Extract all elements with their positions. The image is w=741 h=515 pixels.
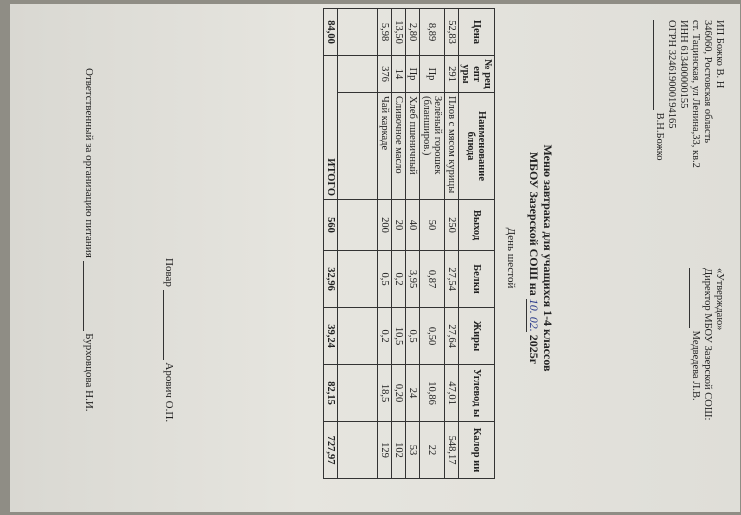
cell-recipe: 14 — [392, 56, 406, 93]
cell-recipe: Пр — [406, 56, 420, 93]
cell-output: 250 — [445, 200, 459, 251]
responsible-signature-block — [83, 68, 95, 508]
supplier-sign-name: В.Н.Божко — [654, 112, 665, 161]
total-protein: 32,96 — [324, 251, 338, 308]
cell-empty — [338, 9, 378, 56]
cell-empty — [338, 93, 378, 200]
day-label: День шестой — [505, 227, 517, 289]
cell-calories: 102 — [392, 422, 406, 479]
title-date: 10. 02. — [527, 298, 541, 332]
cell-protein: 0,5 — [378, 251, 392, 308]
cell-fat: 0,5 — [406, 308, 420, 365]
title-suffix: 2025г — [527, 334, 541, 365]
responsible-signature — [83, 261, 94, 331]
cell-price: 5,98 — [378, 9, 392, 56]
responsible-label: Ответственный за организацию питания — [83, 68, 95, 258]
total-carbs: 82,15 — [324, 365, 338, 422]
cell-price: 13,50 — [392, 9, 406, 56]
cell-dish: Плов с мясом курицы — [445, 93, 459, 200]
approval-heading: «Утверждаю» — [714, 268, 725, 331]
supplier-address-region: 346060, Ростовская область — [702, 20, 713, 144]
table-row — [420, 9, 445, 479]
col-header-calories: Калор ии — [459, 422, 495, 479]
cell-output: 20 — [392, 200, 406, 251]
cell-calories: 22 — [420, 422, 445, 479]
approval-block — [689, 268, 725, 498]
cell-carbs: 47,01 — [445, 365, 459, 422]
col-header-protein: Белки — [459, 251, 495, 308]
col-header-dish: Наименование блюда — [459, 93, 495, 200]
cell-protein: 27,54 — [445, 251, 459, 308]
cook-signature — [163, 290, 174, 360]
cell-carbs: 0,20 — [392, 365, 406, 422]
total-calories: 727,97 — [324, 422, 338, 479]
cell-protein: 0,87 — [420, 251, 445, 308]
cell-fat: 10,5 — [392, 308, 406, 365]
supplier-name: ИП Божко В. Н — [714, 20, 725, 89]
cell-carbs: 18,5 — [378, 365, 392, 422]
total-fat: 39,24 — [324, 308, 338, 365]
cell-empty — [338, 56, 378, 93]
cell-recipe: Пр — [420, 56, 445, 93]
cell-calories: 548,17 — [445, 422, 459, 479]
cell-carbs: 24 — [406, 365, 420, 422]
title-line-2 — [527, 8, 541, 508]
cell-empty — [338, 365, 378, 422]
cell-calories: 53 — [406, 422, 420, 479]
menu-table — [323, 8, 495, 479]
col-header-price: Цена — [459, 9, 495, 56]
responsible-name: Бурховцова Н.И. — [83, 333, 95, 412]
cell-dish: Зелёный горошек (бланширов.) — [420, 93, 445, 200]
supplier-address-street: ст. Тацинская, ул Ленина,33, кв.2 — [690, 20, 701, 168]
signature-blank — [653, 20, 664, 110]
cell-output: 200 — [378, 200, 392, 251]
cell-dish: Сливочное масло — [392, 93, 406, 200]
total-output: 560 — [324, 200, 338, 251]
cook-signature-block — [163, 258, 175, 508]
director-signature — [689, 268, 700, 328]
col-header-fat: Жиры — [459, 308, 495, 365]
table-row — [445, 9, 459, 479]
supplier-ogrn: ОГРН 324619000194165 — [666, 20, 677, 129]
cell-fat: 0,50 — [420, 308, 445, 365]
document-sheet — [10, 4, 740, 512]
approval-director: Директор МБОУ Зазерской СОШ: — [702, 268, 713, 421]
col-header-recipe: № рец епт уры — [459, 56, 495, 93]
director-name: Медведева Л.В. — [690, 330, 701, 401]
supplier-block — [653, 20, 725, 240]
cell-price: 52,83 — [445, 9, 459, 56]
rotated-document — [15, 8, 735, 508]
cell-output: 50 — [420, 200, 445, 251]
table-row — [392, 9, 406, 479]
cell-fat: 27,64 — [445, 308, 459, 365]
table-row — [406, 9, 420, 479]
cell-price: 2,80 — [406, 9, 420, 56]
table-row-empty — [338, 9, 378, 479]
cell-protein: 0,2 — [392, 251, 406, 308]
supplier-signature-line — [653, 20, 665, 240]
col-header-carbs: Углевод ы — [459, 365, 495, 422]
cell-empty — [338, 422, 378, 479]
cell-recipe: 376 — [378, 56, 392, 93]
cell-calories: 129 — [378, 422, 392, 479]
table-total-row — [324, 9, 338, 479]
cell-empty — [338, 251, 378, 308]
col-header-output: Выход — [459, 200, 495, 251]
total-price: 84,00 — [324, 9, 338, 56]
menu-title — [527, 8, 555, 508]
cell-empty — [338, 200, 378, 251]
cell-recipe: 291 — [445, 56, 459, 93]
cell-fat: 0,2 — [378, 308, 392, 365]
table-header-row — [459, 9, 495, 479]
cook-name: Арович О.П. — [163, 362, 175, 423]
cell-price: 8,89 — [420, 9, 445, 56]
cell-dish: Чай каркаде — [378, 93, 392, 200]
cell-empty — [338, 308, 378, 365]
title-line-1: Меню завтрака для учащихся 1-4 классов — [541, 144, 555, 372]
cell-dish: Хлеб пшеничный — [406, 93, 420, 200]
supplier-inn: ИНН 613400000155 — [678, 20, 689, 109]
total-label: ИТОГО — [324, 56, 338, 200]
cell-output: 40 — [406, 200, 420, 251]
cell-carbs: 10,86 — [420, 365, 445, 422]
title-prefix: МБОУ Зазерской СОШ на — [527, 151, 541, 296]
cook-label: Повар — [163, 258, 175, 287]
approval-signature-line — [689, 268, 701, 498]
table-row — [378, 9, 392, 479]
cell-protein: 3,95 — [406, 251, 420, 308]
